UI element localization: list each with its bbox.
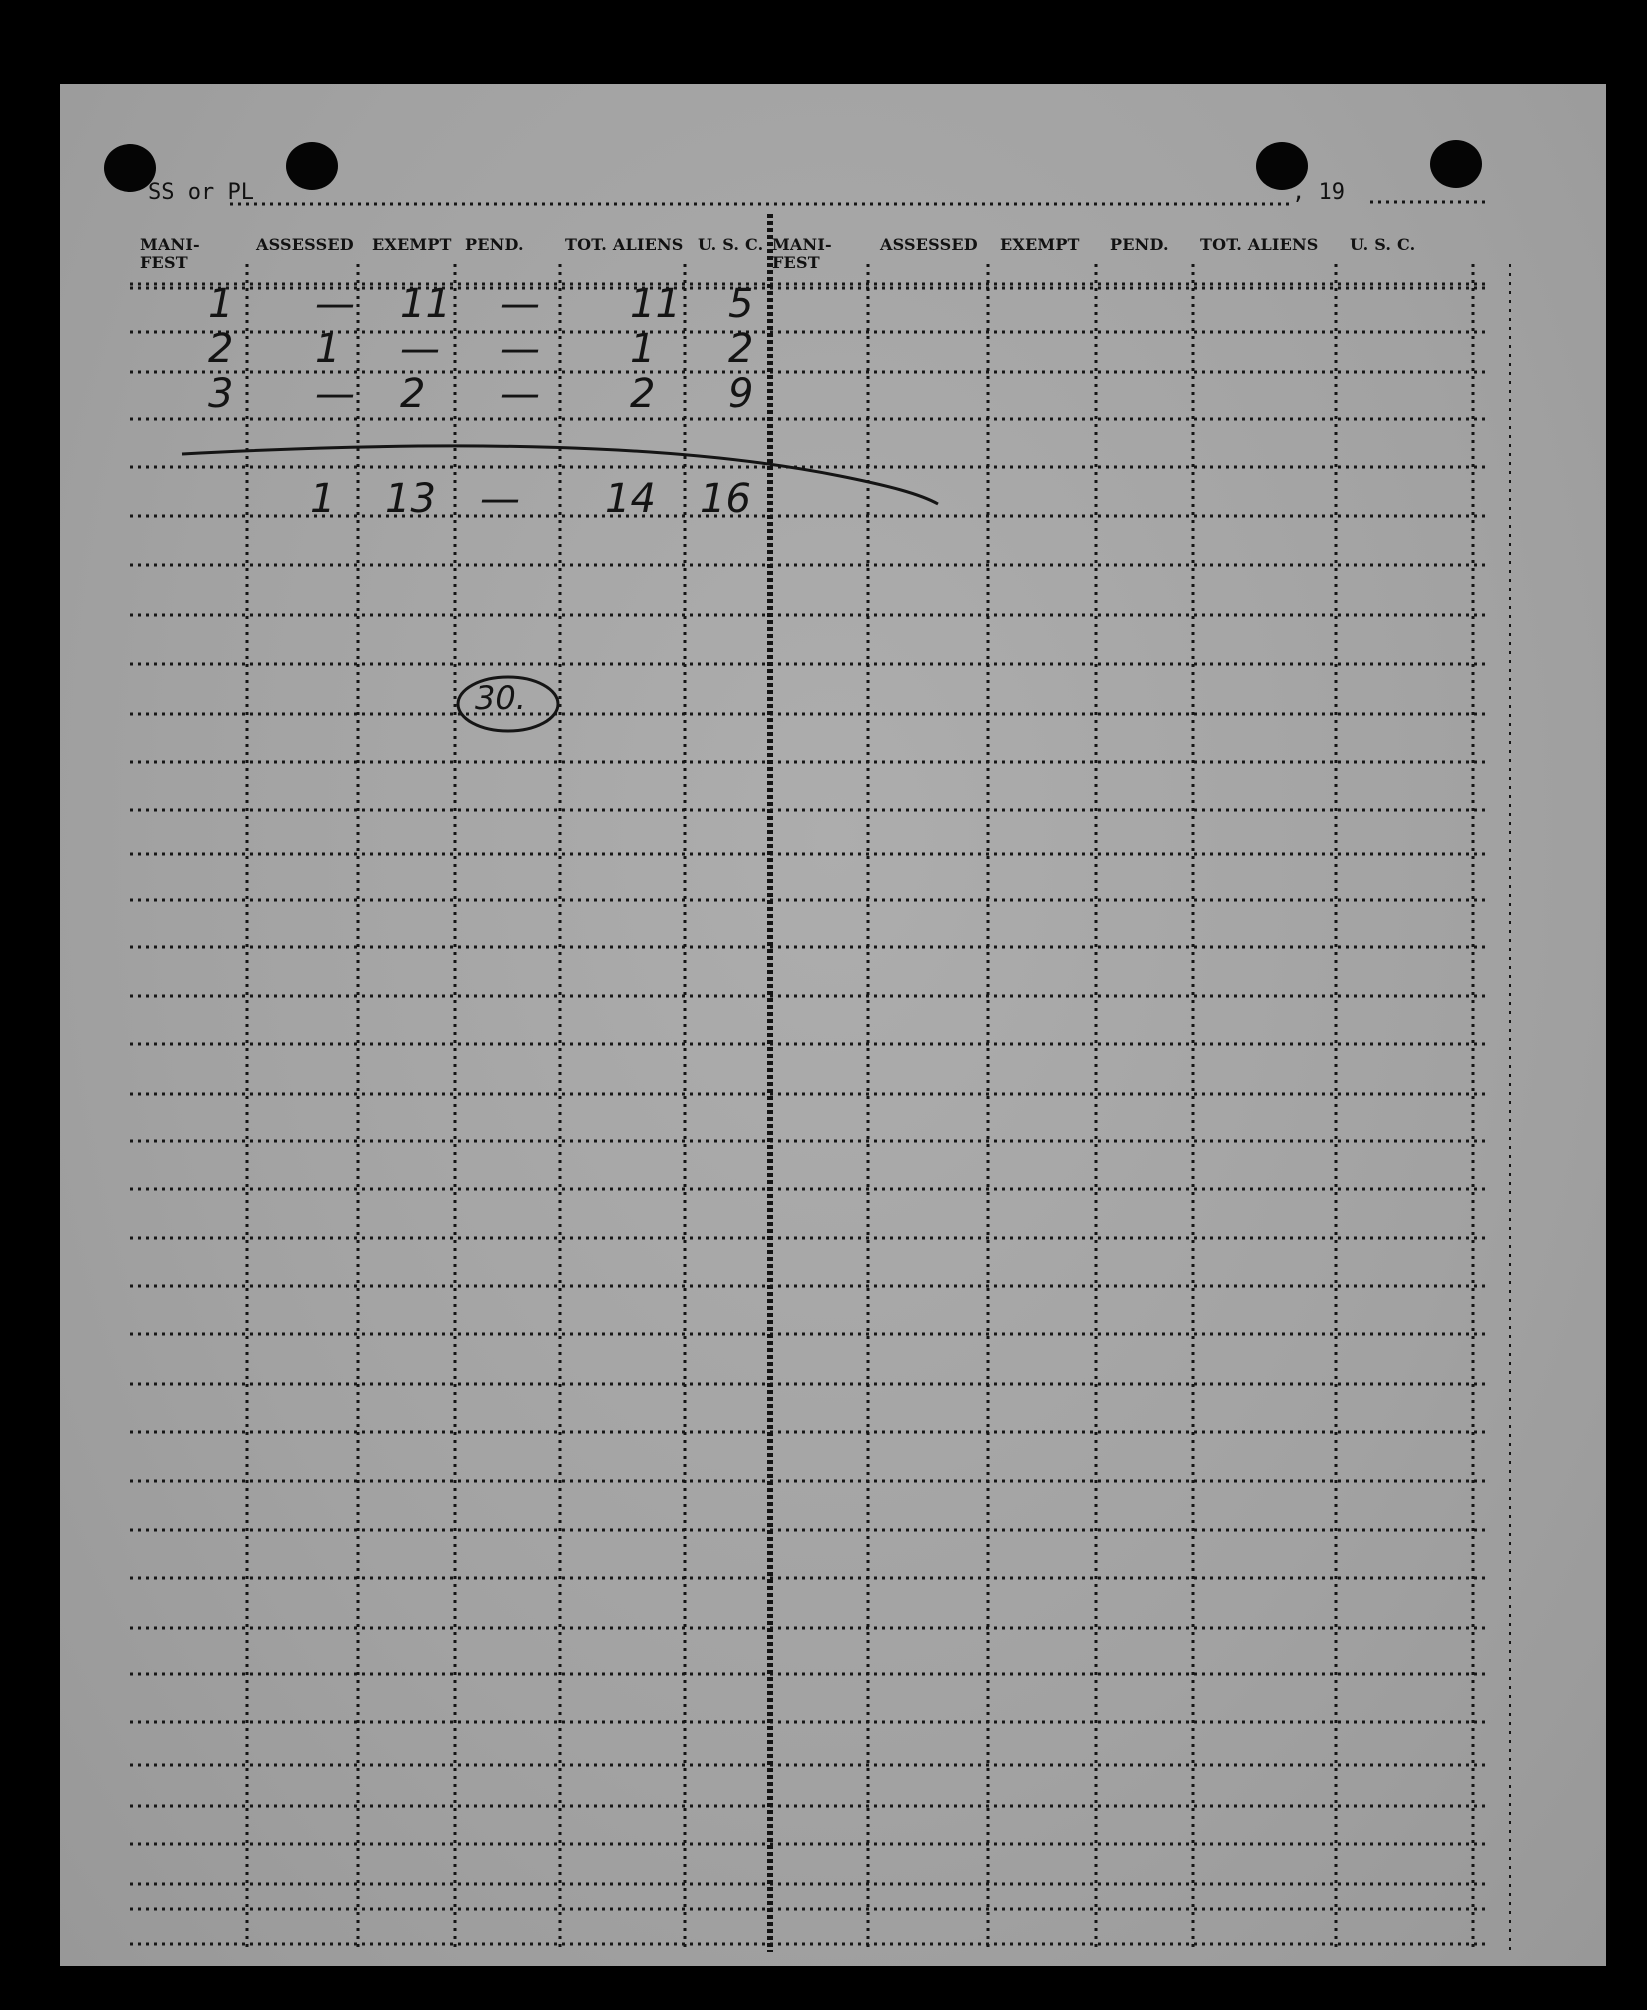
entry-tot_aliens: 11 [630,281,681,327]
entry-assessed: — [315,371,355,417]
column-header-right-2: EXEMPT [1000,235,1080,254]
entry-pend: — [500,326,540,372]
ship-label: SS or PL [148,180,254,205]
column-header-left-5: U. S. C. [698,235,764,254]
entry-assessed: — [315,281,355,327]
year-label: , 19 [1292,180,1345,205]
column-header-left-3: PEND. [465,235,524,254]
entry-assessed: 1 [315,326,341,372]
entry-manifest: 1 [208,281,234,327]
entry-tot_aliens: 2 [630,371,656,417]
entry-exempt: — [400,326,440,372]
entry-usc: 2 [728,326,754,372]
column-header-right-5: U. S. C. [1350,235,1416,254]
total-exempt: 13 [385,476,436,522]
column-header-left-4: TOT. ALIENS [565,235,684,254]
entry-pend: — [500,371,540,417]
entry-usc: 9 [728,371,754,417]
column-header-left-2: EXEMPT [372,235,452,254]
ruled-grid [60,84,1606,1966]
entry-exempt: 2 [400,371,426,417]
column-header-right-1: ASSESSED [880,235,978,254]
total-usc: 16 [700,476,751,522]
circled-total: 30. [475,679,526,717]
circled-total-ring [458,677,558,731]
column-header-right-0: MANI- FEST [772,235,832,272]
entry-pend: — [500,281,540,327]
entry-exempt: 11 [400,281,451,327]
entry-manifest: 2 [208,326,234,372]
form-sheet [60,84,1606,1966]
column-header-left-1: ASSESSED [256,235,354,254]
column-header-left-0: MANI- FEST [140,235,200,272]
total-assessed: 1 [310,476,336,522]
entry-manifest: 3 [208,371,234,417]
entry-usc: 5 [728,281,754,327]
column-header-right-4: TOT. ALIENS [1200,235,1319,254]
total-tot_aliens: 14 [605,476,656,522]
total-pend: — [480,476,520,522]
entry-tot_aliens: 1 [630,326,656,372]
column-header-right-3: PEND. [1110,235,1169,254]
